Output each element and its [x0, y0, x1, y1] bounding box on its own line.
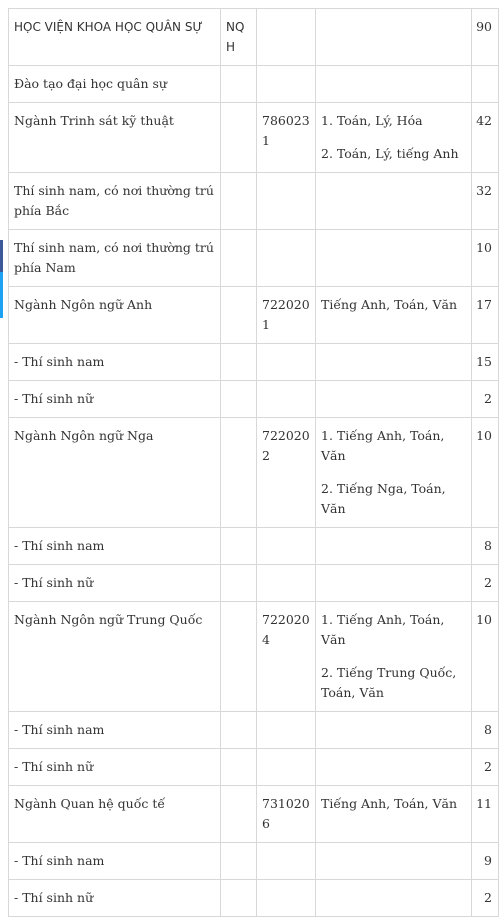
subject-combinations: [316, 712, 472, 749]
empty-cell: [221, 344, 257, 381]
program-code: 7860231: [257, 103, 316, 173]
table-row: [9, 381, 499, 418]
empty-cell: [316, 9, 472, 66]
subject-combination: 1. Tiếng Anh, Toán, Văn: [321, 612, 445, 647]
program-code: [257, 66, 316, 103]
program-code: [257, 173, 316, 230]
program-code: [257, 843, 316, 880]
table-row: [9, 565, 499, 602]
empty-cell: [221, 418, 257, 528]
empty-cell: [221, 66, 257, 103]
empty-cell: [221, 712, 257, 749]
table-row: [9, 173, 499, 230]
quota-value: 8: [472, 712, 499, 749]
table-row: [9, 749, 499, 786]
program-code: [257, 565, 316, 602]
table-row: [9, 103, 499, 173]
subject-combinations: [316, 344, 472, 381]
program-name: - Thí sinh nữ: [9, 749, 221, 786]
subject-combination: Tiếng Anh, Toán, Văn: [321, 796, 457, 811]
empty-cell: [221, 528, 257, 565]
program-code: 7220204: [257, 602, 316, 712]
program-name: Ngành Ngôn ngữ Anh: [9, 287, 221, 344]
empty-cell: [221, 880, 257, 917]
program-name: - Thí sinh nữ: [9, 565, 221, 602]
empty-cell: [221, 602, 257, 712]
program-name: - Thí sinh nữ: [9, 880, 221, 917]
program-code: [257, 381, 316, 418]
subject-combinations: [316, 602, 472, 712]
admission-quota-table: [8, 8, 499, 917]
program-name: - Thí sinh nữ: [9, 381, 221, 418]
program-code: 7220202: [257, 418, 316, 528]
program-name: Ngành Quan hệ quốc tế: [9, 786, 221, 843]
table-row: [9, 786, 499, 843]
program-name: - Thí sinh nam: [9, 344, 221, 381]
subject-combinations: [316, 287, 472, 344]
table-row: [9, 712, 499, 749]
subject-combination: Tiếng Anh, Toán, Văn: [321, 297, 457, 312]
subject-combination: 2. Tiếng Nga, Toán, Văn: [321, 481, 446, 516]
program-code: [257, 230, 316, 287]
empty-cell: [257, 9, 316, 66]
quota-value: 8: [472, 528, 499, 565]
subject-combination: 1. Toán, Lý, Hóa: [321, 113, 423, 128]
subject-combinations: [316, 528, 472, 565]
facebook-share-icon[interactable]: [0, 240, 3, 272]
program-code: 7310206: [257, 786, 316, 843]
quota-value: 2: [472, 565, 499, 602]
subject-combinations: [316, 66, 472, 103]
subject-combinations: [316, 381, 472, 418]
quota-value: 2: [472, 381, 499, 418]
quota-value: [472, 66, 499, 103]
subject-combination: 2. Toán, Lý, tiếng Anh: [321, 146, 459, 161]
program-code: [257, 344, 316, 381]
subject-combination: 1. Tiếng Anh, Toán, Văn: [321, 428, 445, 463]
program-code: 7220201: [257, 287, 316, 344]
quota-value: 17: [472, 287, 499, 344]
empty-cell: [221, 843, 257, 880]
subject-combinations: [316, 103, 472, 173]
program-name: Ngành Ngôn ngữ Nga: [9, 418, 221, 528]
subject-combinations: [316, 418, 472, 528]
institution-name: HỌC VIỆN KHOA HỌC QUÂN SỰ: [9, 9, 221, 66]
empty-cell: [221, 565, 257, 602]
program-name: - Thí sinh nam: [9, 528, 221, 565]
institution-code: NQH: [221, 9, 257, 66]
program-code: [257, 880, 316, 917]
table-row: [9, 843, 499, 880]
table-row: [9, 880, 499, 917]
quota-value: 10: [472, 602, 499, 712]
program-name: Ngành Trinh sát kỹ thuật: [9, 103, 221, 173]
program-code: [257, 712, 316, 749]
quota-value: 11: [472, 786, 499, 843]
subject-combinations: [316, 173, 472, 230]
empty-cell: [221, 749, 257, 786]
subject-combinations: [316, 843, 472, 880]
subject-combinations: [316, 786, 472, 843]
quota-value: 15: [472, 344, 499, 381]
empty-cell: [221, 786, 257, 843]
table-row: [9, 602, 499, 712]
subject-combination: 2. Tiếng Trung Quốc, Toán, Văn: [321, 665, 457, 700]
program-name: Ngành Ngôn ngữ Trung Quốc: [9, 602, 221, 712]
table-row: [9, 418, 499, 528]
empty-cell: [221, 103, 257, 173]
program-name: - Thí sinh nam: [9, 712, 221, 749]
table-header-row: [9, 9, 499, 66]
quota-value: 42: [472, 103, 499, 173]
subject-combinations: [316, 565, 472, 602]
table-row: [9, 287, 499, 344]
subject-combinations: [316, 749, 472, 786]
table-row: [9, 230, 499, 287]
subject-combinations: [316, 230, 472, 287]
program-code: [257, 749, 316, 786]
program-name: Thí sinh nam, có nơi thường trú phía Nam: [9, 230, 221, 287]
table-row: [9, 528, 499, 565]
quota-value: 2: [472, 749, 499, 786]
quota-value: 10: [472, 418, 499, 528]
empty-cell: [221, 381, 257, 418]
twitter-share-icon[interactable]: [0, 272, 3, 318]
table-row: [9, 66, 499, 103]
share-sidebar: [0, 0, 3, 887]
quota-value: 32: [472, 173, 499, 230]
program-code: [257, 528, 316, 565]
program-name: Đào tạo đại học quân sự: [9, 66, 221, 103]
empty-cell: [221, 230, 257, 287]
quota-value: 2: [472, 880, 499, 917]
total-quota: 90: [472, 9, 499, 66]
empty-cell: [221, 173, 257, 230]
quota-value: 9: [472, 843, 499, 880]
empty-cell: [221, 287, 257, 344]
program-name: Thí sinh nam, có nơi thường trú phía Bắc: [9, 173, 221, 230]
quota-value: 10: [472, 230, 499, 287]
subject-combinations: [316, 880, 472, 917]
table-row: [9, 344, 499, 381]
program-name: - Thí sinh nam: [9, 843, 221, 880]
